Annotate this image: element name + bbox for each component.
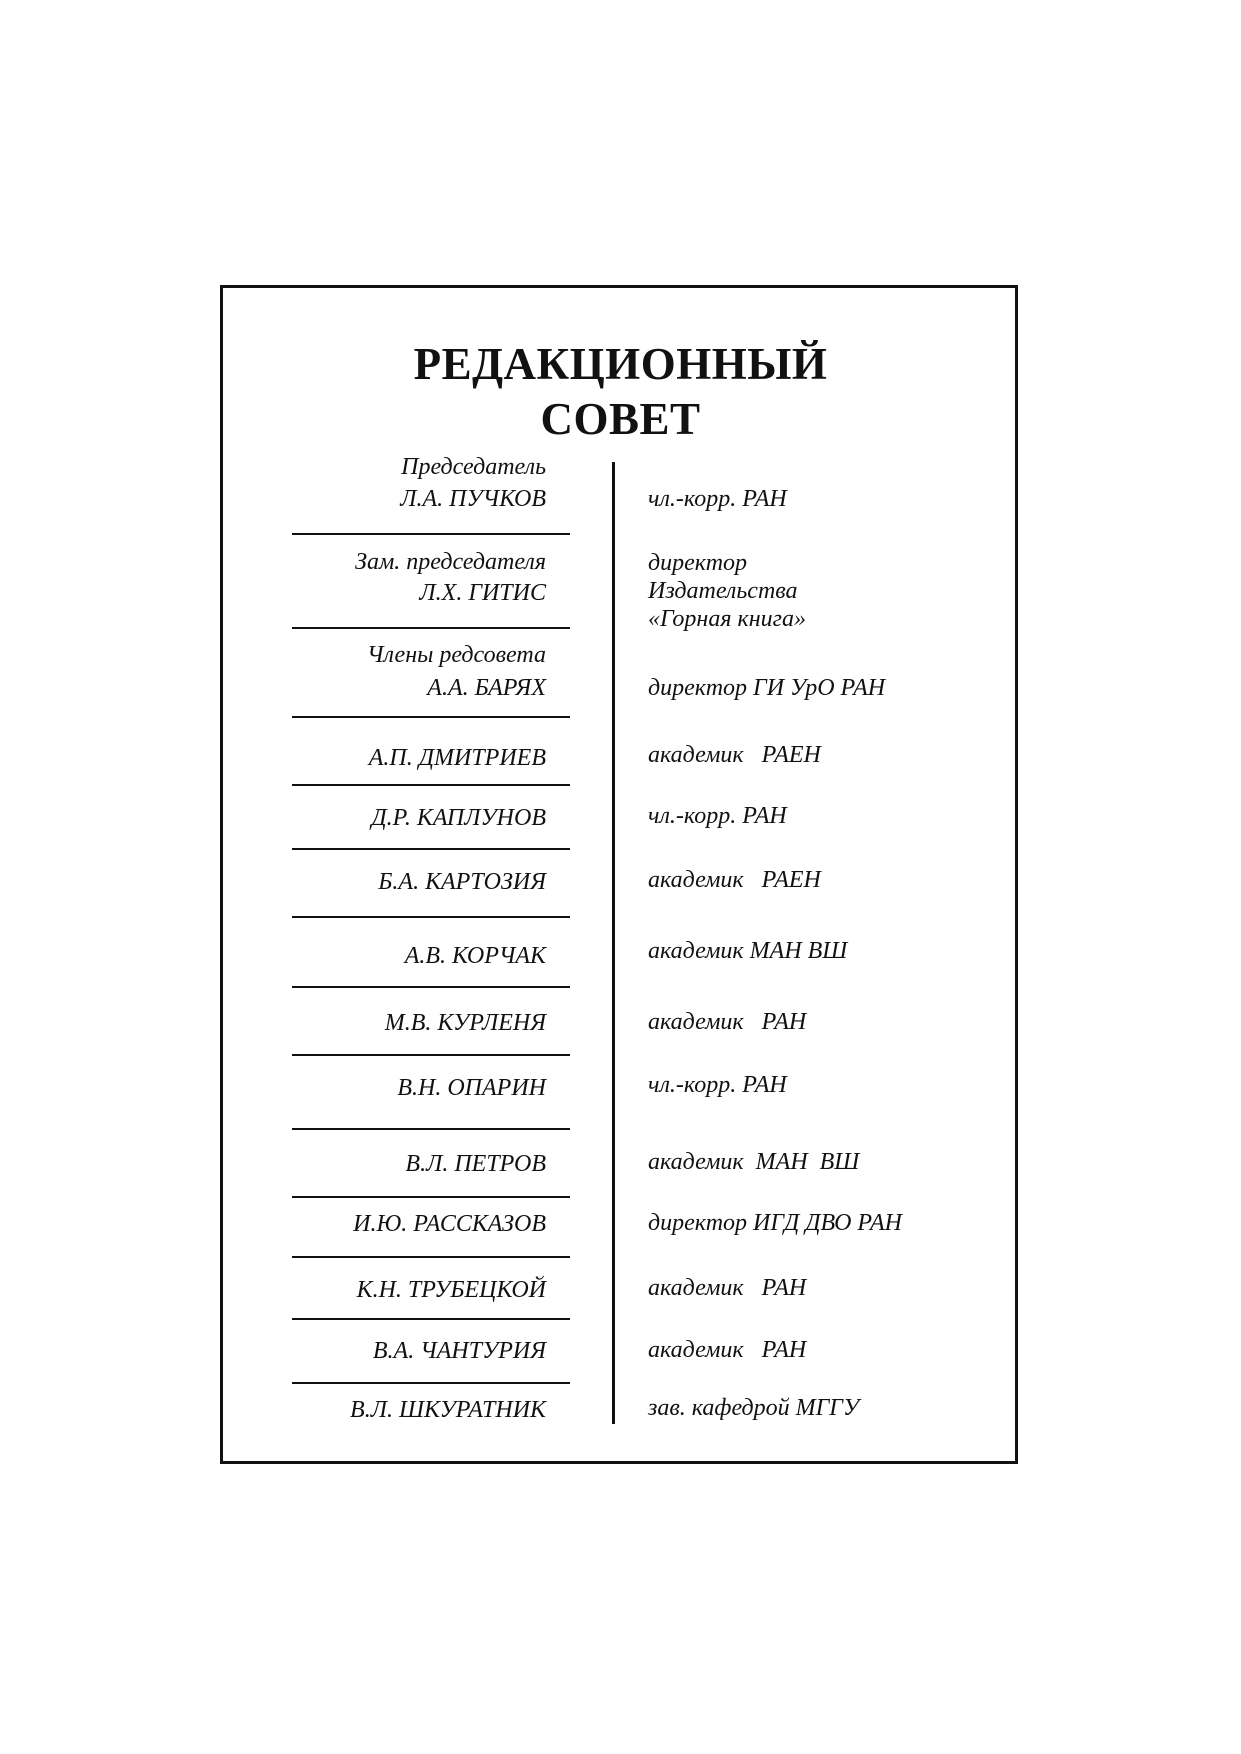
member-position: академик РАН xyxy=(648,1275,807,1301)
editorial-board-frame xyxy=(220,285,1018,1464)
member-position: Издательства xyxy=(648,578,798,604)
member-name: В.Н. ОПАРИН xyxy=(397,1075,546,1101)
member-position: академик МАН ВШ xyxy=(648,1149,860,1175)
member-name: М.В. КУРЛЕНЯ xyxy=(384,1010,546,1036)
member-name: Л.А. ПУЧКОВ xyxy=(400,486,546,512)
member-name: А.П. ДМИТРИЕВ xyxy=(368,745,546,771)
member-position: академик РАН xyxy=(648,1337,807,1363)
member-name: И.Ю. РАССКАЗОВ xyxy=(353,1211,546,1237)
member-position: академик РАН xyxy=(648,1009,807,1035)
member-role-deputy: Зам. председателя xyxy=(355,549,546,575)
member-name: Б.А. КАРТОЗИЯ xyxy=(378,869,546,895)
member-role-chairman: Председатель xyxy=(401,454,546,480)
member-position: чл.-корр. РАН xyxy=(648,803,787,829)
member-name: К.Н. ТРУБЕЦКОЙ xyxy=(356,1277,546,1303)
row-divider xyxy=(292,986,570,988)
page-title-line-2: СОВЕТ xyxy=(540,394,701,444)
member-position: академик МАН ВШ xyxy=(648,938,848,964)
member-name: А.В. КОРЧАК xyxy=(404,943,546,969)
member-name: В.Л. ПЕТРОВ xyxy=(405,1151,546,1177)
row-divider xyxy=(292,716,570,718)
member-role-board: Члены редсовета xyxy=(366,642,546,668)
row-divider xyxy=(292,784,570,786)
member-position: чл.-корр. РАН xyxy=(648,1072,787,1098)
row-divider xyxy=(292,1256,570,1258)
member-position: директор ГИ УрО РАН xyxy=(648,675,886,701)
member-name: В.Л. ШКУРАТНИК xyxy=(350,1397,546,1423)
row-divider xyxy=(292,1054,570,1056)
member-name: В.А. ЧАНТУРИЯ xyxy=(372,1338,546,1364)
member-name: А.А. БАРЯХ xyxy=(427,675,546,701)
member-position: академик РАЕН xyxy=(648,742,821,768)
page-title-line-1: РЕДАКЦИОННЫЙ xyxy=(413,339,828,389)
member-position: директор xyxy=(648,550,748,576)
member-name: Д.Р. КАПЛУНОВ xyxy=(371,805,546,831)
member-position: директор ИГД ДВО РАН xyxy=(648,1210,902,1236)
row-divider xyxy=(292,627,570,629)
column-divider xyxy=(612,462,615,1424)
member-position: «Горная книга» xyxy=(648,606,806,632)
row-divider xyxy=(292,1318,570,1320)
row-divider xyxy=(292,1196,570,1198)
row-divider xyxy=(292,848,570,850)
row-divider xyxy=(292,1128,570,1130)
row-divider xyxy=(292,533,570,535)
row-divider xyxy=(292,916,570,918)
member-position: зав. кафедрой МГГУ xyxy=(648,1395,860,1421)
member-position: чл.-корр. РАН xyxy=(648,486,787,512)
member-position: академик РАЕН xyxy=(648,867,821,893)
member-name: Л.Х. ГИТИС xyxy=(419,580,546,606)
row-divider xyxy=(292,1382,570,1384)
